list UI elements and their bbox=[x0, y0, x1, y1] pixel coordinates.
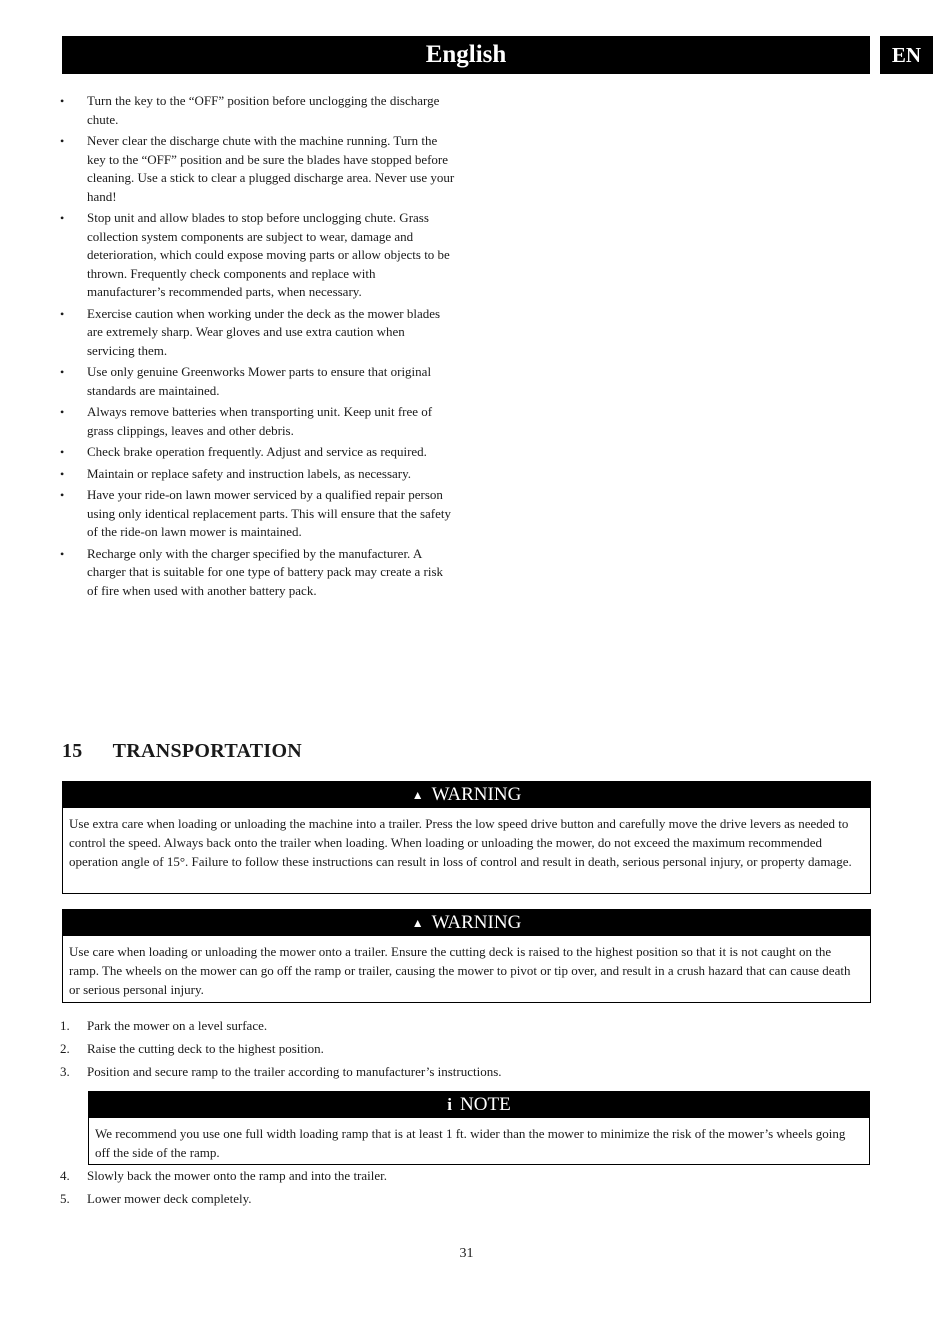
section-number: 15 bbox=[62, 740, 83, 762]
bullet-item: • Turn the key to the “OFF” position before unclogging the discharge chute. bbox=[60, 92, 455, 129]
warning-header bbox=[63, 910, 870, 936]
step-text: Park the mower on a level surface. bbox=[87, 1018, 268, 1033]
step-number: 5. bbox=[60, 1191, 70, 1206]
warning-header bbox=[63, 782, 870, 808]
bullet-item: • Maintain or replace safety and instruction labels, as necessary. bbox=[60, 465, 455, 484]
warning-triangle-icon: ▲ bbox=[411, 787, 424, 802]
note-header bbox=[89, 1092, 869, 1118]
language-code-badge bbox=[880, 36, 933, 74]
warning-text: Use care when loading or unloading the mower onto a trailer. Ensure the cutting deck is raised to the highest position so that it is not caught on the ramp. The wheels on the mower can go off the ramp or trailer, causing the mower to pivot or tip over, and result in a crush hazard that can cause death or serious personal injury. bbox=[69, 944, 851, 997]
warning-label: WARNING bbox=[431, 784, 522, 805]
step-number: 4. bbox=[60, 1168, 70, 1183]
warning-box bbox=[62, 781, 871, 894]
bullet-item: • Exercise caution when working under the deck as the mower blades are extremely sharp. Wear gloves and use extra caution when servicing them. bbox=[60, 305, 455, 361]
language-code: EN bbox=[891, 42, 922, 67]
header-title: English bbox=[425, 41, 507, 68]
step-text: Raise the cutting deck to the highest position. bbox=[87, 1041, 324, 1056]
bullet-item: • Have your ride-on lawn mower serviced by a qualified repair person using only identical replacement parts. This will ensure that the safety of the ride-on lawn mower is maintained. bbox=[60, 486, 455, 542]
safety-bullet-list bbox=[60, 92, 455, 603]
step-item bbox=[60, 1017, 502, 1035]
step-item bbox=[60, 1190, 387, 1208]
step-item bbox=[60, 1040, 502, 1058]
language-header bbox=[62, 36, 870, 74]
bullet-item: • Check brake operation frequently. Adjust and service as required. bbox=[60, 443, 455, 462]
bullet-item: • Recharge only with the charger specified by the manufacturer. A charger that is suitable for one type of battery pack may create a risk of fire when used with another battery pack. bbox=[60, 545, 455, 601]
bullet-item: • Always remove batteries when transporting unit. Keep unit free of grass clippings, leaves and other debris. bbox=[60, 403, 455, 440]
step-number: 2. bbox=[60, 1041, 70, 1056]
warning-triangle-icon: ▲ bbox=[411, 915, 424, 930]
note-text: We recommend you use one full width loading ramp that is at least 1 ft. wider than the mower to minimize the risk of the mower’s wheels going off the side of the ramp. bbox=[95, 1126, 846, 1160]
warning-box bbox=[62, 909, 871, 1003]
warning-text: Use extra care when loading or unloading the machine into a trailer. Press the low speed drive button and carefully move the drive levers as needed to control the speed. Always back onto the trailer when loading. When loading or unloading the mower, do not exceed the maximum recommended operation angle of 15°. Failure to follow these instructions can result in loss of control and result in death, serious personal injury, or property damage. bbox=[69, 816, 852, 869]
section-heading bbox=[62, 740, 302, 763]
bullet-item: • Stop unit and allow blades to stop before unclogging chute. Grass collection system components are subject to wear, damage and deterioration, which could expose moving parts or allow objects to be thrown. Frequently check components and replace with manufacturer’s recommended parts, when necessary. bbox=[60, 209, 455, 302]
transport-steps bbox=[60, 1017, 502, 1086]
page-number: 31 bbox=[459, 1246, 474, 1261]
step-text: Lower mower deck completely. bbox=[87, 1191, 252, 1206]
step-text: Slowly back the mower onto the ramp and into the trailer. bbox=[87, 1168, 388, 1183]
step-text: Position and secure ramp to the trailer according to manufacturer’s instructions. bbox=[87, 1064, 502, 1079]
note-label: NOTE bbox=[460, 1094, 511, 1115]
info-icon: i bbox=[447, 1095, 453, 1114]
step-item bbox=[60, 1167, 387, 1185]
transport-steps-continued bbox=[60, 1167, 387, 1213]
note-box bbox=[88, 1091, 870, 1165]
step-item bbox=[60, 1063, 502, 1081]
step-number: 1. bbox=[60, 1018, 70, 1033]
section-title: TRANSPORTATION bbox=[112, 740, 303, 762]
warning-label: WARNING bbox=[431, 912, 522, 933]
bullet-item: • Never clear the discharge chute with the machine running. Turn the key to the “OFF” position and be sure the blades have stopped before cleaning. Use a stick to clear a plugged discharge area. Never use your hand! bbox=[60, 132, 455, 206]
step-number: 3. bbox=[60, 1064, 70, 1079]
bullet-item: • Use only genuine Greenworks Mower parts to ensure that original standards are maintained. bbox=[60, 363, 455, 400]
